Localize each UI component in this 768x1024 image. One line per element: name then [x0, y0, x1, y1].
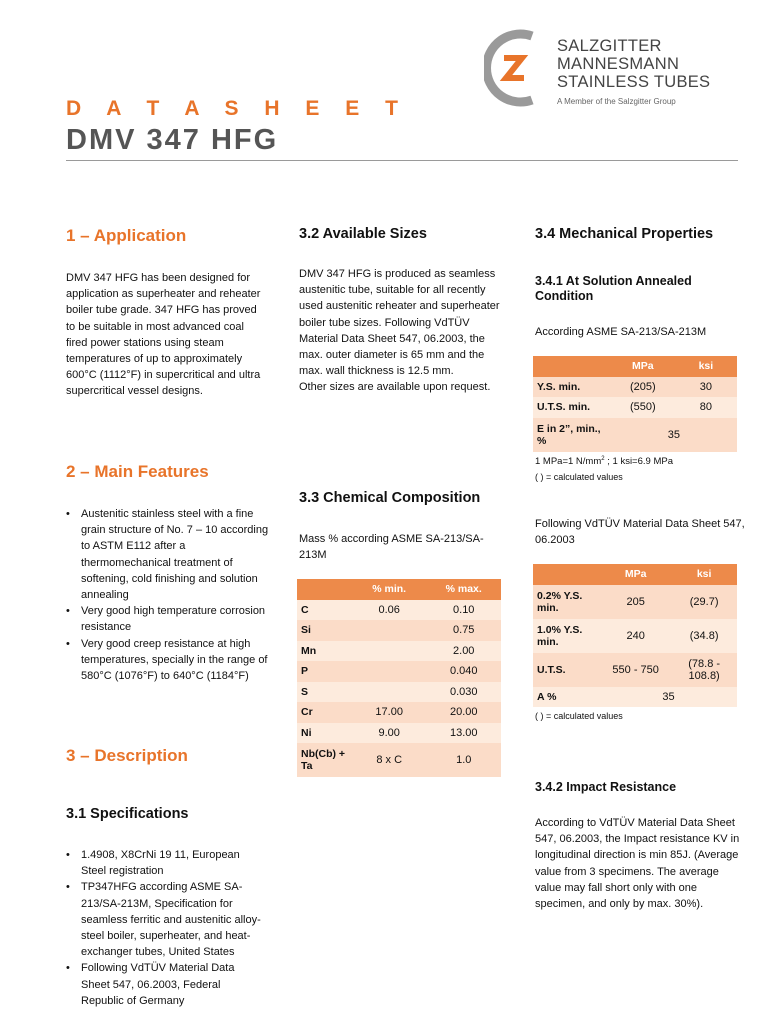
table-header-cell: ksi	[671, 564, 737, 585]
max-cell: 2.00	[426, 641, 501, 662]
features-list	[66, 506, 276, 684]
table-header-cell	[533, 356, 611, 377]
section-1-title: 1 – Application	[66, 226, 187, 245]
table-1-intro: According ASME SA-213/SA-213M	[535, 326, 707, 338]
element-cell: Cr	[297, 702, 352, 723]
max-cell: 0.10	[426, 600, 501, 621]
table-header-cell	[297, 579, 352, 600]
table-row	[297, 723, 501, 744]
logo-line-1: SALZGITTER	[557, 37, 662, 55]
table-2-intro: Following VdTÜV Material Data Sheet 547, 06.2003	[535, 518, 745, 547]
logo-subtitle: A Member of the Salzgitter Group	[557, 97, 676, 106]
section-3-4-title: 3.4 Mechanical Properties	[535, 226, 714, 242]
max-cell: 0.040	[426, 661, 501, 682]
list-item: • TP347HFG according ASME SA-213/SA-213M, Specification for seamless ferritic and austenitic alloy-steel boiler, superheater, and heat-exchanger tubes, United States	[66, 879, 266, 960]
available-sizes-paragraph: DMV 347 HFG is produced as seamless austenitic tube, suitable for all recently used austenitic reheater and superheater boiler tube sizes. Following VdTÜV Material Data Sheet 547, 06.2003, the max. outer diameter is 65 mm and the max. wall thickness is 12.5 mm.	[299, 268, 500, 378]
table-row	[533, 653, 737, 687]
unit-note-text: 1 MPa=1 N/mm	[535, 456, 602, 468]
unit-note-rest: ; 1 ksi=6.9 MPa	[604, 456, 673, 468]
table-header-cell: % max.	[426, 579, 501, 600]
section-3-title: 3 – Description	[66, 746, 188, 765]
section-3-3-title: 3.3 Chemical Composition	[299, 490, 481, 506]
salzgitter-logo-icon	[484, 28, 540, 108]
specifications-list	[66, 847, 266, 1009]
table-header-cell: ksi	[675, 356, 737, 377]
max-cell: 20.00	[426, 702, 501, 723]
available-sizes-text	[299, 266, 501, 396]
list-item: • Very good creep resistance at high temperatures, specially in the range of 580°C (1076°F) to 640°C (1184°F)	[66, 636, 276, 685]
list-item: • 1.4908, X8CrNi 19 11, European Steel registration	[66, 847, 266, 879]
element-cell: Si	[297, 620, 352, 641]
max-cell: 0.75	[426, 620, 501, 641]
calculated-values-note: ( ) = calculated values	[535, 472, 623, 482]
table-header-cell: MPa	[611, 356, 675, 377]
table-row	[297, 620, 501, 641]
table-row	[297, 600, 501, 621]
table-row	[533, 687, 737, 708]
section-2-title: 2 – Main Features	[66, 462, 209, 481]
application-text: DMV 347 HFG has been designed for application as superheater and reheater boiler tube grade. 347 HFG has proved to be suitable in most advanced coal fired power stations using steam temperatures of up to approximately 600°C (1112°F) in supercritical and ultra supercritical vessel designs.	[66, 272, 261, 398]
max-cell: 1.0	[426, 743, 501, 777]
section-3-4-2-title: 3.4.2 Impact Resistance	[535, 780, 677, 794]
table-row	[297, 702, 501, 723]
table-row	[297, 661, 501, 682]
min-cell: 17.00	[352, 702, 427, 723]
section-3-1-title: 3.1 Specifications	[66, 806, 189, 822]
chemical-intro: Mass % according ASME SA-213/SA-213M	[299, 533, 484, 562]
list-item: • Very good high temperature corrosion resistance	[66, 603, 276, 635]
logo-line-2: MANNESMANN	[557, 55, 680, 73]
datasheet-label: D A T A S H E E T	[66, 97, 408, 120]
property-cell: Y.S. min.	[533, 377, 611, 398]
mpa-cell: 240	[600, 619, 671, 653]
element-cell: C	[297, 600, 352, 621]
element-cell: S	[297, 682, 352, 703]
min-cell	[352, 682, 427, 703]
max-cell: 0.030	[426, 682, 501, 703]
table-row	[297, 641, 501, 662]
ksi-cell: (34.8)	[671, 619, 737, 653]
calculated-values-note-2: ( ) = calculated values	[535, 711, 623, 721]
mpa-cell: 550 - 750	[600, 653, 671, 687]
unit-note	[535, 456, 673, 467]
min-cell	[352, 661, 427, 682]
table-row	[297, 743, 501, 777]
element-cell: Ni	[297, 723, 352, 744]
mpa-cell: 205	[600, 585, 671, 619]
logo-line-3: STAINLESS TUBES	[557, 73, 711, 91]
property-cell: A %	[533, 687, 600, 708]
section-3-2-title: 3.2 Available Sizes	[299, 226, 427, 242]
property-cell: 1.0% Y.S. min.	[533, 619, 600, 653]
ksi-cell: (78.8 - 108.8)	[671, 653, 737, 687]
min-cell: 9.00	[352, 723, 427, 744]
value-cell: 35	[600, 687, 737, 708]
table-row	[533, 585, 737, 619]
min-cell: 8 x C	[352, 743, 427, 777]
mechanical-properties-table-vdtuv	[533, 564, 737, 707]
chemical-composition-table	[297, 579, 501, 777]
element-cell: Nb(Cb) + Ta	[297, 743, 352, 777]
page-title: DMV 347 HFG	[66, 124, 279, 156]
table-header-cell: % min.	[352, 579, 427, 600]
table-row	[533, 377, 737, 398]
element-cell: Mn	[297, 641, 352, 662]
element-cell: P	[297, 661, 352, 682]
table-row	[533, 397, 737, 418]
ksi-cell: 80	[675, 397, 737, 418]
available-sizes-note: Other sizes are available upon request.	[299, 381, 491, 394]
table-header-cell	[533, 564, 600, 585]
table-row	[297, 682, 501, 703]
ksi-cell: 30	[675, 377, 737, 398]
value-cell: 35	[611, 418, 737, 452]
min-cell: 0.06	[352, 600, 427, 621]
unit-note-superscript: 2	[601, 456, 605, 462]
list-item: • Austenitic stainless steel with a fine grain structure of No. 7 – 10 according to ASTM E112 after a thermomechanical treatment of softening, cold finishing and solution annealing	[66, 506, 276, 603]
company-logo-text	[557, 37, 710, 91]
header-divider	[66, 160, 738, 161]
section-3-4-1-title	[535, 274, 735, 304]
property-cell: E in 2”, min., %	[533, 418, 611, 452]
mpa-cell: (205)	[611, 377, 675, 398]
section-3-4-1-text: 3.4.1 At Solution Annealed Condition	[535, 274, 692, 303]
property-cell: U.T.S. min.	[533, 397, 611, 418]
min-cell	[352, 641, 427, 662]
mpa-cell: (550)	[611, 397, 675, 418]
mechanical-properties-table-asme	[533, 356, 737, 452]
property-cell: 0.2% Y.S. min.	[533, 585, 600, 619]
max-cell: 13.00	[426, 723, 501, 744]
property-cell: U.T.S.	[533, 653, 600, 687]
ksi-cell: (29.7)	[671, 585, 737, 619]
list-item: • Following VdTÜV Material Data Sheet 547, 06.2003, Federal Republic of Germany	[66, 960, 266, 1009]
table-header-cell: MPa	[600, 564, 671, 585]
table-row	[533, 418, 737, 452]
min-cell	[352, 620, 427, 641]
impact-resistance-text: According to VdTÜV Material Data Sheet 547, 06.2003, the Impact resistance KV in longitudinal direction is min 85J. (Average value from 3 specimens. The average value may fall short only with one specimen, and only by max. 30%).	[535, 817, 740, 911]
table-row	[533, 619, 737, 653]
